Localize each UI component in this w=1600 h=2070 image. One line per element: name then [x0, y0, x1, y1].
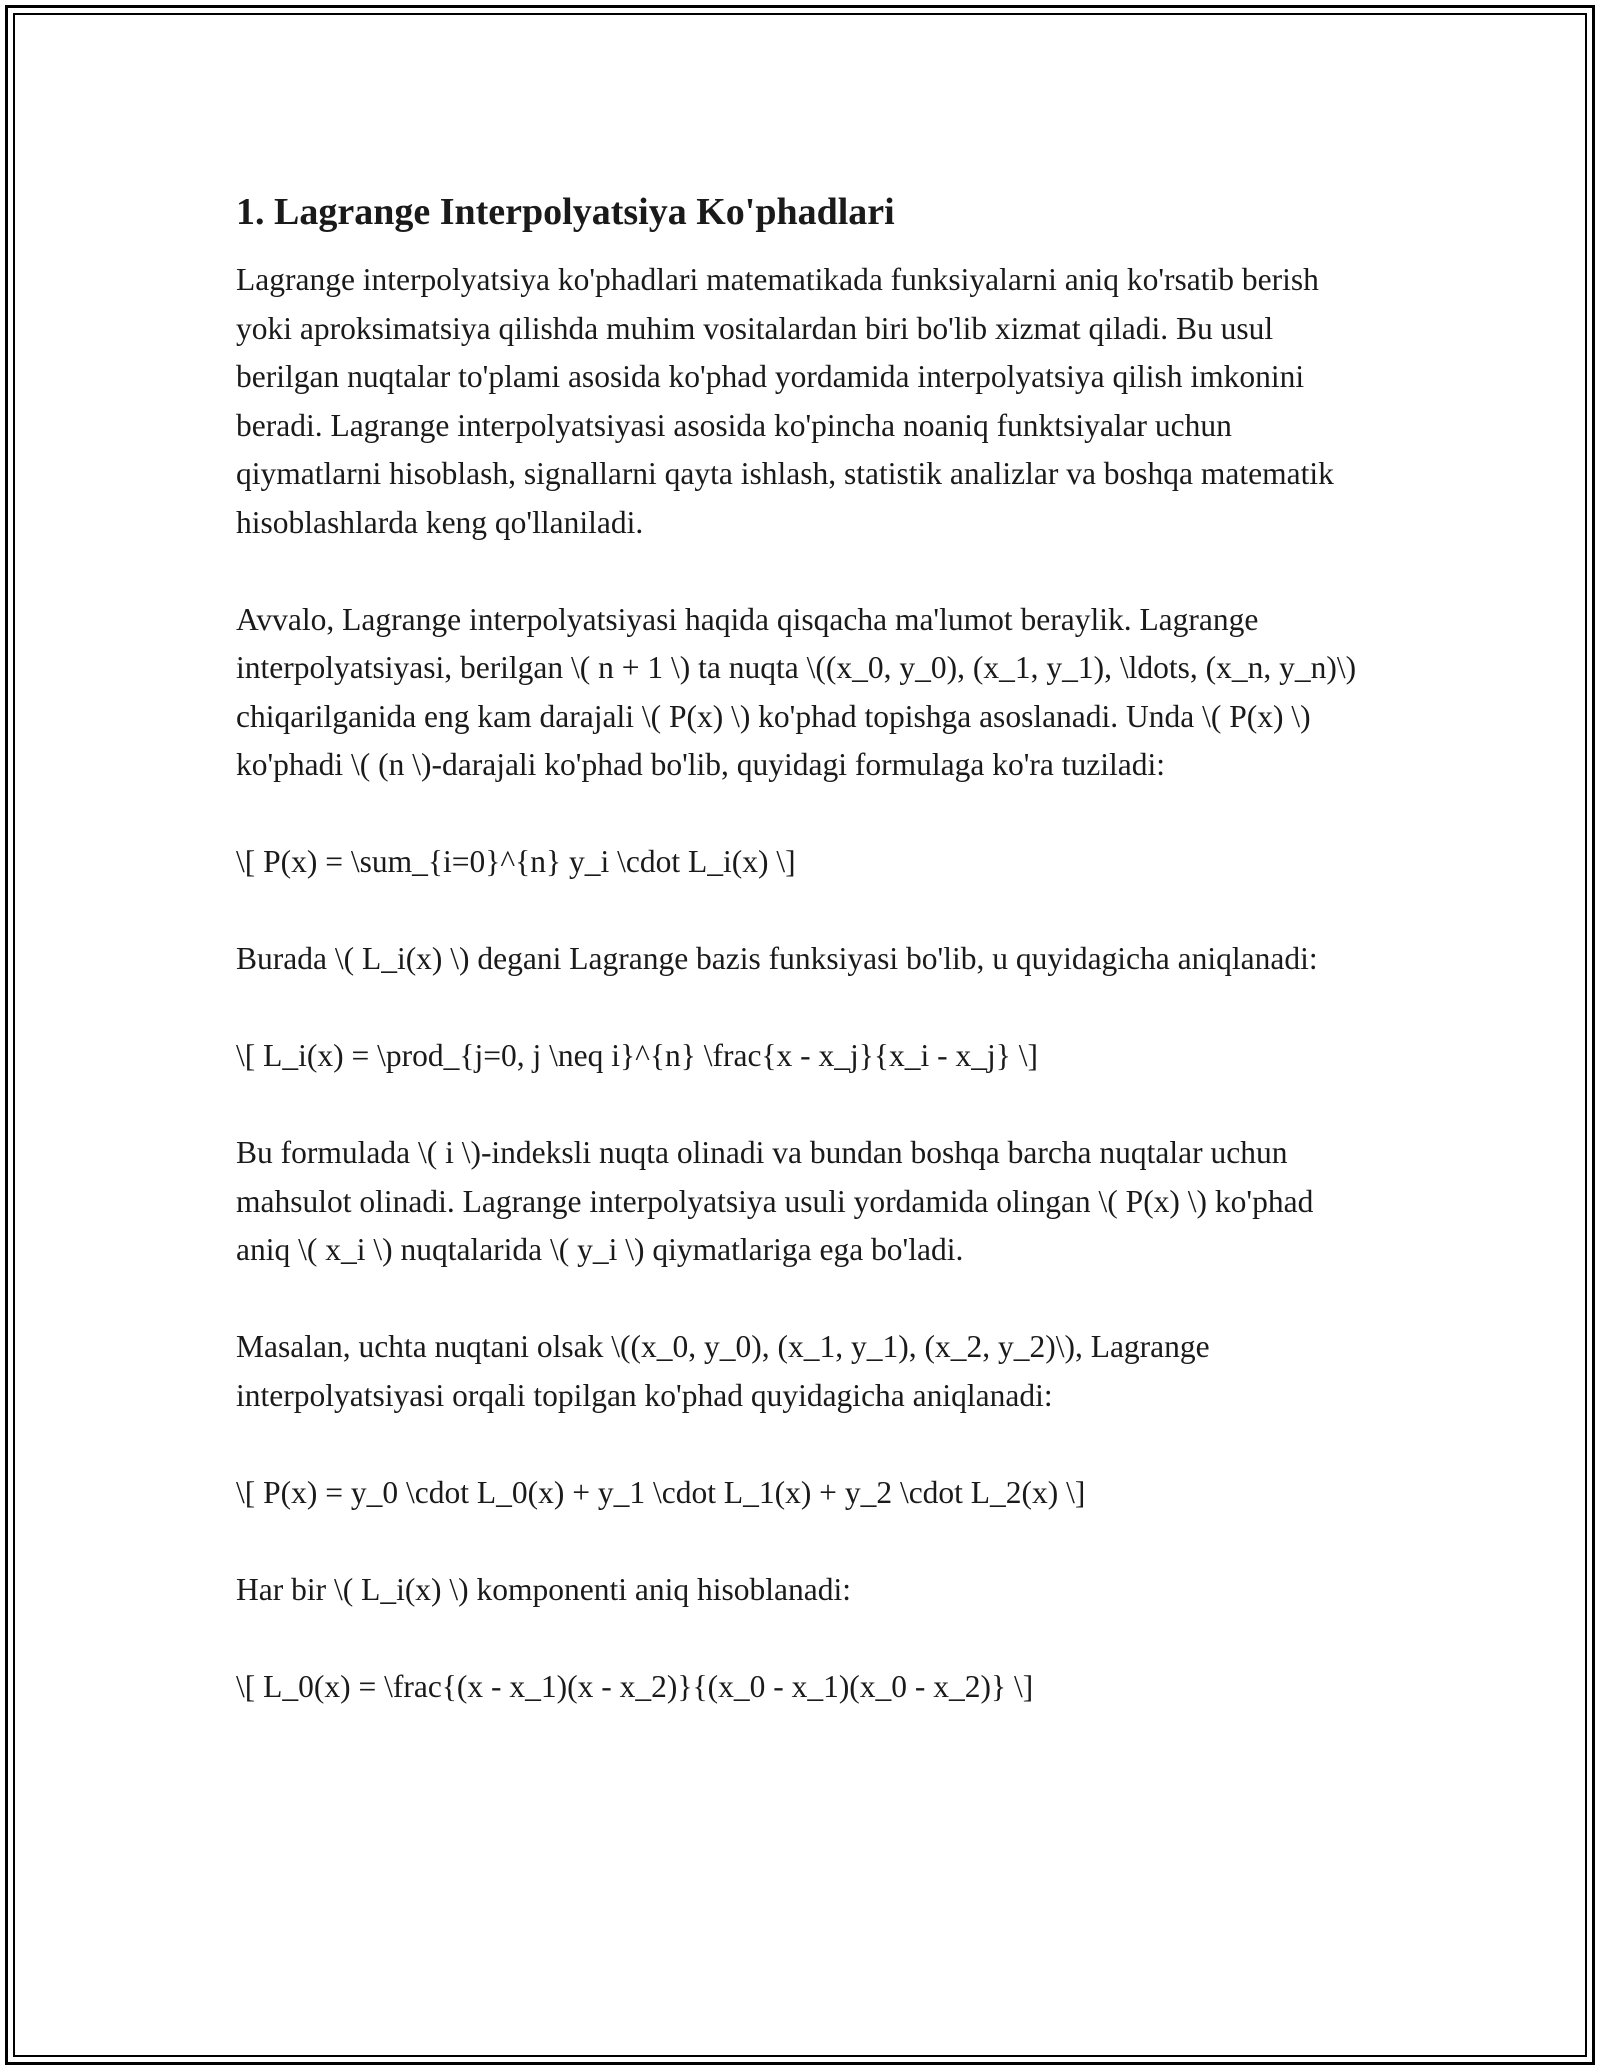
formula-example: \[ P(x) = y_0 \cdot L_0(x) + y_1 \cdot L_1(x) + y_2 \cdot L_2(x) \]	[236, 1474, 1086, 1510]
paragraph-example: Masalan, uchta nuqtani olsak \((x_0, y_0), (x_1, y_1), (x_2, y_2)\), Lagrange interpolyatsiyasi orqali topilgan ko'phad quyidagicha aniqlanadi:	[236, 1329, 1210, 1413]
formula-polynomial: \[ P(x) = \sum_{i=0}^{n} y_i \cdot L_i(x) \]	[236, 844, 796, 879]
paragraph-definition: Avvalo, Lagrange interpolyatsiyasi haqida qisqacha ma'lumot beraylik. Lagrange interpolyatsiyasi, berilgan \( n + 1 \) ta nuqta \((x_0, y_0), (x_1, y_1), \ldots, (x_n, y_n)\) chiqarilganida eng kam darajali \( P(x) \) ko'phad topishga asoslanadi. Unda \( P(x) \) ko'phadi \( (n \)-darajali ko'phad bo'lib, quyidagi formulaga ko'ra tuziladi:	[236, 601, 1357, 782]
paragraph-basis: Burada \( L_i(x) \) degani Lagrange bazis funksiyasi bo'lib, u quyidagicha aniqlanadi:	[236, 941, 1318, 976]
paragraph-explanation: Bu formulada \( i \)-indeksli nuqta olinadi va bundan boshqa barcha nuqtalar uchun mahsulot olinadi. Lagrange interpolyatsiya usuli yordamida olingan \( P(x) \) ko'phad aniq \( x_i \) nuqtalarida \( y_i \) qiymatlariga ega bo'ladi.	[236, 1135, 1314, 1267]
document-body	[236, 188, 1366, 1760]
section-heading: 1. Lagrange Interpolyatsiya Ko'phadlari	[236, 191, 895, 233]
formula-basis: \[ L_i(x) = \prod_{j=0, j \neq i}^{n} \frac{x - x_j}{x_i - x_j} \]	[236, 1038, 1039, 1073]
paragraph-components: Har bir \( L_i(x) \) komponenti aniq hisoblanadi:	[236, 1571, 851, 1607]
formula-l0: \[ L_0(x) = \frac{(x - x_1)(x - x_2)}{(x_0 - x_1)(x_0 - x_2)} \]	[236, 1668, 1034, 1704]
paragraph-intro: Lagrange interpolyatsiya ko'phadlari matematikada funksiyalarni aniq ko'rsatib berish yoki aproksimatsiya qilishda muhim vositalardan biri bo'lib xizmat qiladi. Bu usul berilgan nuqtalar to'plami asosida ko'phad yordamida interpolyatsiya qilish imkonini beradi. Lagrange interpolyatsiyasi asosida ko'pincha noaniq funktsiyalar uchun qiymatlarni hisoblash, signallarni qayta ishlash, statistik analizlar va boshqa matematik hisoblashlarda keng qo'llaniladi.	[236, 262, 1334, 540]
